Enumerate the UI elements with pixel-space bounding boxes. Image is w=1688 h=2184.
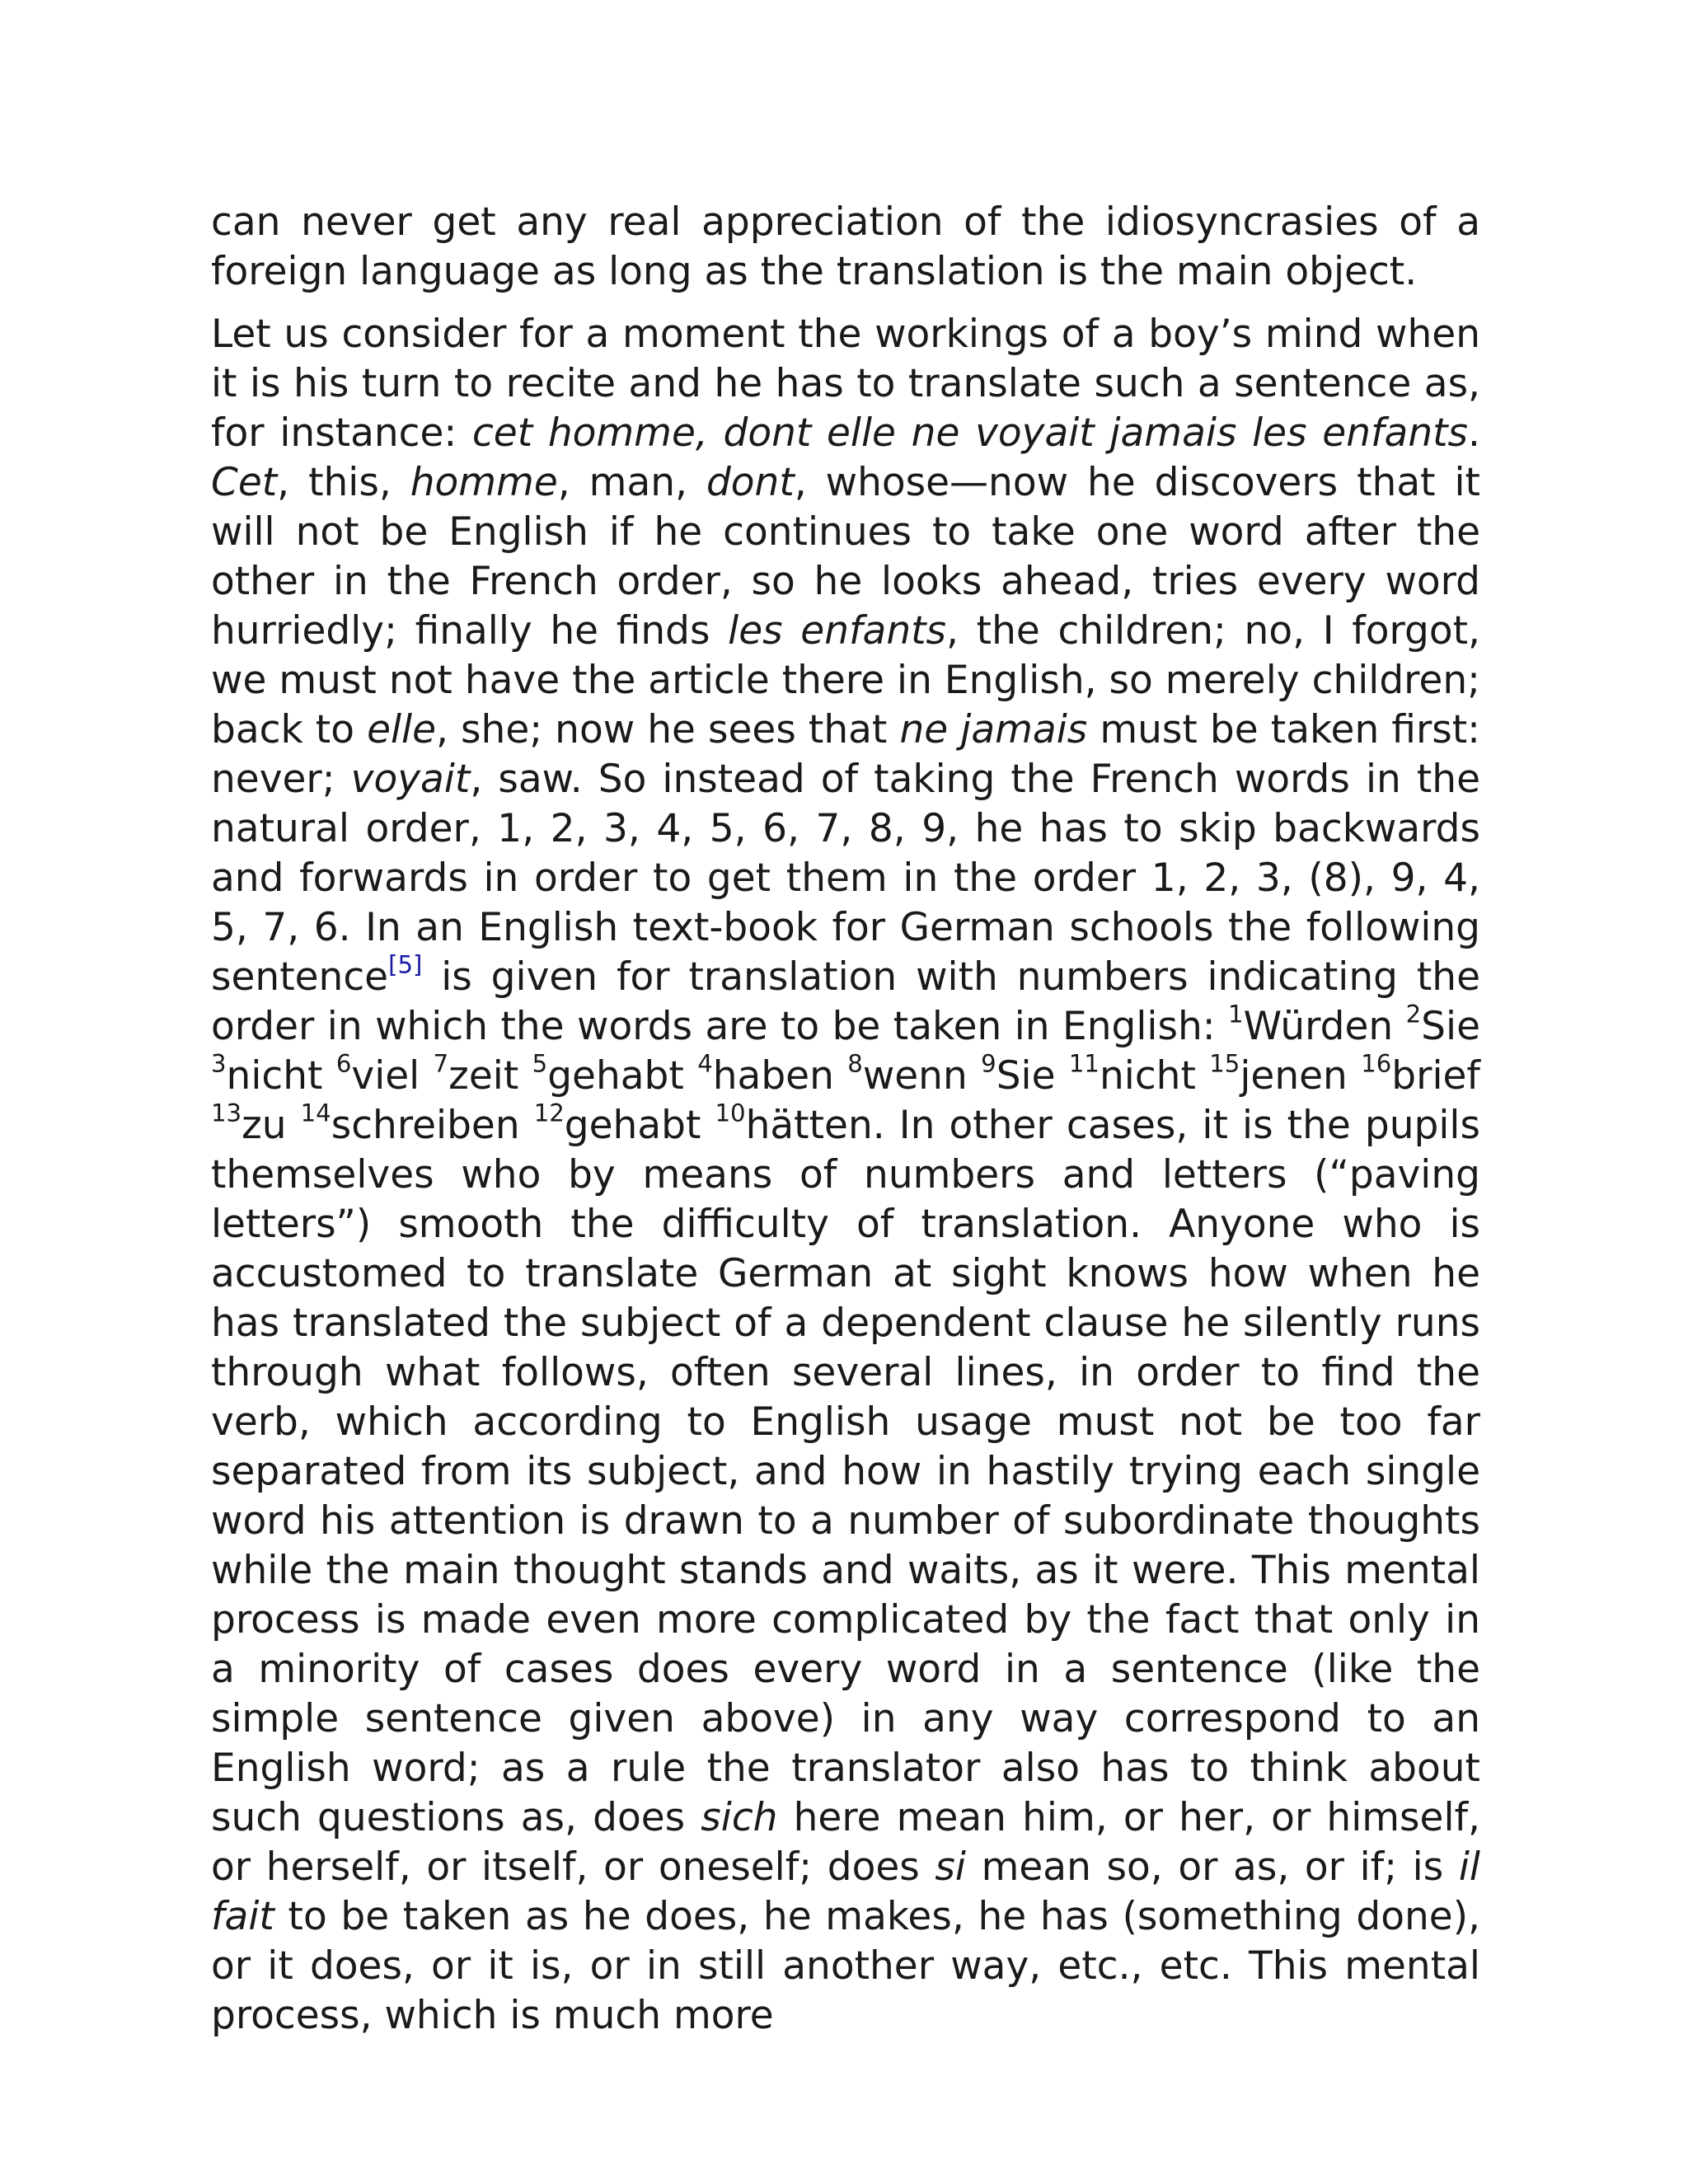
text-run: , saw. So instead of taking the French words in the natural order, 1, 2, 3, 4, 5, 6, 7, 8, 9, he has to skip backwards and forwards in order to get them in the order 1, 2, 3, (8), 9, 4, 5, 7, 6. In an English text-book for German schools the following sentence xyxy=(211,757,1480,1000)
word-order-number: 16 xyxy=(1361,1049,1392,1078)
text-run: . In other cases, it is the pupils themselves who by means of numbers and letters (“paving letters”) smooth the difficulty of translation. Anyone who is accustomed to translate German at sight knows how when he has translated the subject of a dependent clause he silently runs through what follows, often several lines, in order to find the verb, which according to English usage must not be too far separated from its subject, and how in hastily trying each single word his attention is drawn to a number of subordinate thoughts while the main thought stands and waits, as it were. This mental process is made even more complicated by the fact that only in a minority of cases does every word in a sentence (like the simple sentence given above) in any way correspond to an English word; as a rule the translator also has to think about such questions as, does xyxy=(211,1103,1480,1840)
numbered-word xyxy=(211,1099,287,1148)
text-run: , the children; no, I forgot, we must not have the article there in English, so merely children; back to xyxy=(211,608,1480,752)
text-run: is given for translation with numbers indicating the order in which the words are to be taken in English: xyxy=(211,954,1480,1049)
text-run: to be taken as he does, he makes, he has (something done), or it does, or it is, or in still another way, etc., etc. This mental process, which is much more xyxy=(211,1894,1480,2038)
numbered-word xyxy=(533,1099,701,1148)
german-word: nicht xyxy=(1099,1053,1196,1099)
word-order-number: 13 xyxy=(211,1099,242,1127)
word-order-number: 1 xyxy=(1228,1000,1244,1029)
numbered-word xyxy=(981,1049,1056,1099)
numbered-word xyxy=(1361,1049,1480,1099)
numbered-word xyxy=(300,1099,520,1148)
german-word: Würden xyxy=(1243,1004,1394,1049)
italic-phrase: homme xyxy=(410,460,558,505)
word-order-number: 8 xyxy=(847,1049,863,1078)
text-run: . xyxy=(1468,410,1480,456)
german-word: zeit xyxy=(448,1053,519,1099)
text-run: Let us consider for a moment the workings of a boy’s mind when it is his turn to recite and he has to translate such a sentence as, for instance: xyxy=(211,312,1480,456)
word-order-number: 10 xyxy=(715,1099,746,1127)
italic-phrase: Cet xyxy=(211,460,278,505)
german-word: brief xyxy=(1391,1053,1480,1099)
numbered-word xyxy=(697,1049,834,1099)
word-order-number: 11 xyxy=(1068,1049,1100,1078)
numbered-word xyxy=(335,1049,420,1099)
german-word: schreiben xyxy=(331,1103,520,1148)
italic-phrase: si xyxy=(935,1844,966,1890)
italic-phrase: les enfants xyxy=(728,608,947,654)
numbered-word xyxy=(532,1049,684,1099)
text-run: here mean him, or her, or himself, or herself, or itself, or oneself; does xyxy=(211,1795,1480,1890)
text-run: , she; now he sees that xyxy=(436,707,900,752)
italic-phrase: il fait xyxy=(211,1844,1480,1939)
paragraph: can never get any real appreciation of the idiosyncrasies of a foreign language as long as the translation is the main object. xyxy=(211,199,1480,294)
german-word: Sie xyxy=(1421,1004,1480,1049)
numbered-word xyxy=(1068,1049,1196,1099)
german-word: jenen xyxy=(1240,1053,1348,1099)
text-run: must be taken first: never; xyxy=(211,707,1481,802)
word-order-number: 5 xyxy=(532,1049,548,1078)
german-word: zu xyxy=(241,1103,287,1148)
numbered-word xyxy=(1209,1049,1348,1099)
italic-phrase: ne jamais xyxy=(899,707,1088,752)
german-word: wenn xyxy=(862,1053,968,1099)
paragraph xyxy=(211,310,1480,2041)
word-order-number: 9 xyxy=(981,1049,996,1078)
text-run: , whose—now he discovers that it will not be English if he continues to take one word after the other in the French order, so he looks ahead, tries every word hurriedly; finally he finds xyxy=(211,460,1480,654)
document-body xyxy=(211,198,1480,2054)
numbered-word xyxy=(715,1099,873,1148)
italic-phrase: sich xyxy=(701,1795,778,1840)
numbered-word xyxy=(433,1049,519,1099)
italic-phrase: elle xyxy=(367,707,437,752)
word-order-number: 3 xyxy=(211,1049,227,1078)
word-order-number: 14 xyxy=(300,1099,331,1127)
german-word: haben xyxy=(712,1053,834,1099)
word-order-number: 12 xyxy=(533,1099,565,1127)
italic-phrase: dont xyxy=(706,460,795,505)
numbered-word xyxy=(847,1049,968,1099)
text-run: mean so, or as, or if; is xyxy=(965,1844,1459,1890)
word-order-number: 15 xyxy=(1209,1049,1240,1078)
numbered-word xyxy=(1405,1000,1480,1049)
word-order-number: 7 xyxy=(433,1049,449,1078)
italic-phrase: voyait xyxy=(350,757,471,802)
german-word: gehabt xyxy=(547,1053,684,1099)
german-word: gehabt xyxy=(564,1103,701,1148)
italic-phrase: cet homme, dont elle ne voyait jamais les enfants xyxy=(471,410,1469,456)
german-word: viel xyxy=(351,1053,420,1099)
german-word: hätten xyxy=(745,1103,873,1148)
footnote-link-5[interactable]: [5] xyxy=(388,950,423,979)
numbered-word xyxy=(211,1049,323,1099)
text-run: , this, xyxy=(277,460,410,505)
word-order-number: 6 xyxy=(335,1049,352,1078)
word-order-number: 2 xyxy=(1405,1000,1422,1029)
numbered-word xyxy=(1228,1000,1394,1049)
german-word: nicht xyxy=(226,1053,323,1099)
word-order-number: 4 xyxy=(697,1049,713,1078)
footnote-sup xyxy=(388,951,422,979)
german-word: Sie xyxy=(996,1053,1056,1099)
text-run: , man, xyxy=(557,460,706,505)
